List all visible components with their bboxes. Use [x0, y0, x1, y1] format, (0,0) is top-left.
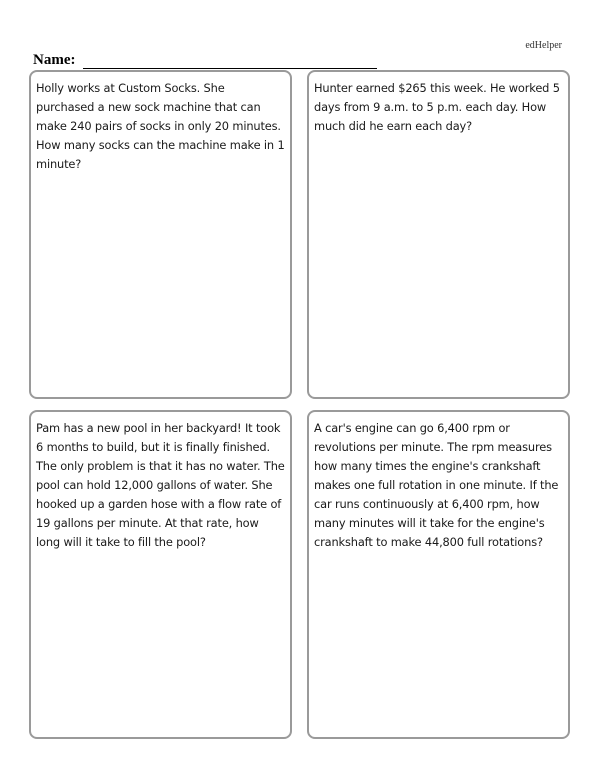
problem-card-2 — [307, 70, 570, 399]
name-row — [33, 52, 377, 69]
problem-text-4: A car's engine can go 6,400 rpm or revolutions per minute. The rpm measures how many times the engine's crankshaft makes one full rotation in one minute. If the car runs continuously at 6,400 rpm, how many minutes will it take for the engine's crankshaft to make 44,800 full rotations? — [314, 421, 559, 549]
problem-card-3 — [29, 410, 292, 739]
brand-label: edHelper — [525, 40, 562, 51]
problem-text-2: Hunter earned $265 this week. He worked 5 days from 9 a.m. to 5 p.m. each day. How much did he earn each day? — [314, 81, 560, 133]
name-label: Name: — [33, 52, 76, 68]
problem-text-3: Pam has a new pool in her backyard! It took 6 months to build, but it is finally finished. The only problem is that it has no water. The pool can hold 12,000 gallons of water. She hooked up a garden hose with a flow rate of 19 gallons per minute. At that rate, how long will it take to fill the pool? — [36, 421, 285, 549]
problem-text-1: Holly works at Custom Socks. She purchased a new sock machine that can make 240 pairs of socks in only 20 minutes. How many socks can the machine make in 1 minute? — [36, 81, 285, 171]
problem-card-4 — [307, 410, 570, 739]
problem-card-1 — [29, 70, 292, 399]
name-input-line[interactable] — [83, 54, 377, 69]
